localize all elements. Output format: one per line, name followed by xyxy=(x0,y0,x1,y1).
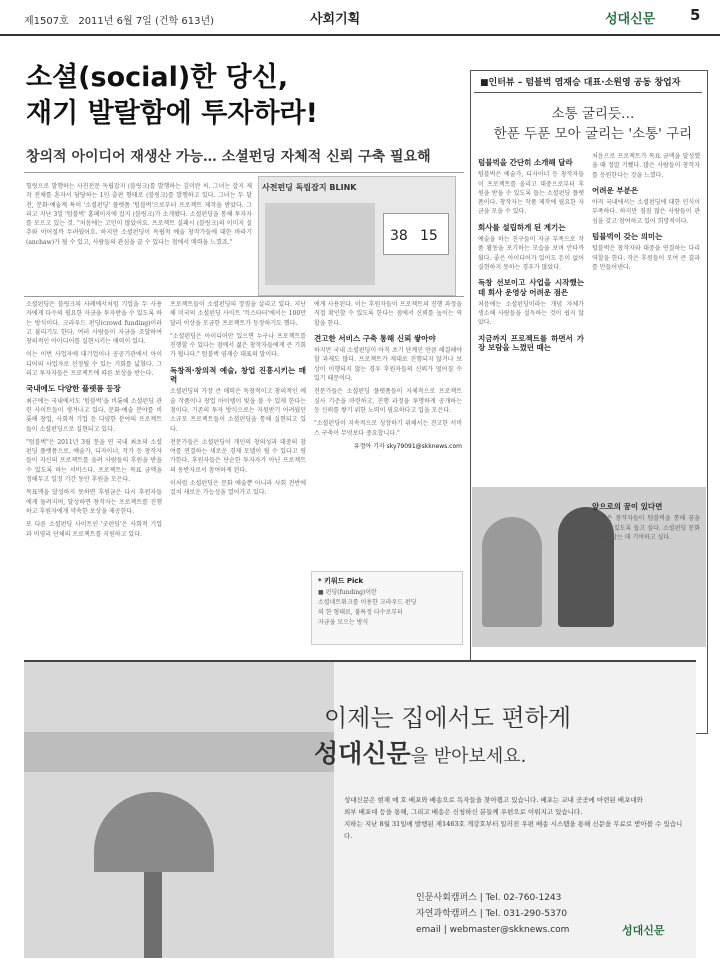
ad-body: 성대신문은 현재 매 호 배포와 배송으로 독자들을 찾아뵙고 있습니다. 배포는 교내 곳곳에 마련된 배포대와 외부 배포대 등을 통해, 그리고 배송은 신청하신 분들께 우편으로 이뤄지고 있습니다. 지하는 지난 8월 31일에 발행된 제1463호 개강호부터 일러진 우편 배송 시스템을 통해 신문을 무료로 받아볼 수 있습니다. xyxy=(344,796,683,840)
mailbox-farm-image xyxy=(24,662,334,958)
info-box-body: ■ 펀딩(funding)이란 소셜네트워크를 이용한 크라우드 펀딩 의 한 형태로, 불특정 다수로부터 자금을 모으는 방식 xyxy=(318,589,417,626)
person-silhouette xyxy=(482,517,542,627)
article-column-1: 소셜펀딩은 블링크의 사례에서처럼 기업을 두 사용자에게 다수의 필요한 자금을 투자받을 수 있도록 하는 방식이다. 크라우드 펀딩(crowd funding)이라고 불리기도 한다. 여러 사람들이 자금을 조달하여 창의적인 아이디어를 실현시키는 매력이 있다. 이는 이번 사업자에 대기업이나 공공기관에서 아이디어의 사업자로 선정될 수 있는 기회를 넓혔다. 그리고 투자자들은 프로젝트에 따른 보상을 받는다. 국내에도 다양한 플랫폼 등장 최근에는 국내에서도 '텀블벅'을 비롯해 소셜펀딩 관련 사이트들이 생겨나고 있다. 문화·예술 분야를 비롯해 창업, 사회적 기업 등 다양한 분야의 프로젝트들이 소셜펀딩으로 실현되고 있다. "텀블벅"은 2011년 3월 문을 연 국내 최초의 소셜펀딩 플랫폼으로, 예술가, 디자이너, 작가 등 창작자들이 자신의 프로젝트를 올려 사람들의 후원을 받을 수 있도록 하는 서비스다. 프로젝트는 목표 금액을 정해두고 일정 기간 동안 후원을 모은다. 목표액을 달성하지 못하면 후원금은 다시 후원자들에게 돌려지며, 달성하면 창작자는 프로젝트를 진행하고 후원자에게 약속한 보상을 제공한다. 또 다른 소셜펀딩 사이트인 '굿펀딩'은 사회적 기업과 비영리 단체의 프로젝트를 지원하고 있다. xyxy=(26,301,162,538)
subtitle: 창의적 아이디어 재생산 가능… 소셜펀딩 자체적 신뢰 구축 필요해 xyxy=(26,149,431,165)
site-title: 사전펀딩 독립잡지 BLINK xyxy=(262,183,357,192)
website-screenshot-image xyxy=(258,176,456,296)
interview-column-1: 텀블벅을 간단히 소개해 달라 텀블벅은 예술가, 디자이너 등 창작자들이 프로젝트를 올리고 대중으로부터 후원을 받을 수 있도록 돕는 소셜펀딩 플랫폼이다. 창작자는 작품 제작에 필요한 자금을 모을 수 있다. 회사를 설립하게 된 계기는 예술을 하는 친구들이 자금 부족으로 작품 활동을 포기하는 모습을 보며 안타까웠다. 좋은 아이디어가 있어도 돈이 없어 실현하지 못하는 경우가 많았다. 독창 선보이고 사업을 시작했는데 회사 운영상 어려운 점은 처음에는 소셜펀딩이라는 개념 자체가 생소해 사람들을 설득하는 것이 쉽지 않았다. 지금까지 프로젝트를 하면서 가장 보람을 느꼈던 때는 xyxy=(478,158,584,353)
interview-headline: 소통 굴리듯… 한푼 두푼 모아 굴리는 '소통' 구리 xyxy=(493,106,693,142)
issue-info: 제1507호 2011년 6월 7일 (건학 613년) xyxy=(24,16,215,27)
subscription-ad xyxy=(24,660,696,958)
article-column-3: 에게 사용된다. 이는 후원자들이 프로젝트의 진행 과정을 직접 확인할 수 있도록 한다는 점에서 신뢰를 높이는 역할을 한다. 견고한 서비스 구축 통해 신뢰 쌓아야 하지만 국내 소셜펀딩이 아직 초기 단계인 만큼 해결해야 할 과제도 많다. 프로젝트가 제대로 진행되지 않거나 보상이 이행되지 않는 경우 후원자들의 신뢰가 떨어질 수 있기 때문이다. 전문가들은 소셜펀딩 플랫폼들이 자체적으로 프로젝트 심사 기준을 마련하고, 진행 과정을 투명하게 공개하는 등 신뢰를 쌓기 위한 노력이 필요하다고 입을 모은다. "소셜펀딩이 지속적으로 성장하기 위해서는 견고한 서비스 구축이 무엇보다 중요합니다." 유정아 기자 sky79091@skknews.com xyxy=(314,301,462,450)
article-column-2: 프로젝트들이 소셜펀딩의 장점을 살리고 있다. 지난해 미국의 소셜펀딩 사이트 '킥스타터'에서는 100만 달러 이상을 모금한 프로젝트가 등장하기도 했다. "소셜펀딩은 아이디어만 있으면 누구나 프로젝트를 진행할 수 있다는 점에서 젊은 창작자들에게 큰 기회가 됩니다." 텀블벅 염재승 대표의 말이다. 독창적·창의적 예술, 창업 진흥시키는 매력 소셜펀딩의 가장 큰 매력은 독창적이고 창의적인 예술 작품이나 창업 아이템이 빛을 볼 수 있게 한다는 점이다. 기존의 투자 방식으로는 지원받기 어려웠던 소규모 프로젝트들이 소셜펀딩을 통해 실현되고 있다. 전문가들은 소셜펀딩이 개인의 창의성과 대중의 참여를 연결하는 새로운 경제 모델이 될 수 있다고 평가한다. 후원자들은 단순한 투자자가 아닌 프로젝트의 동반자로서 참여하게 된다. 이처럼 소셜펀딩은 문화 예술뿐 아니라 사회 전반에 걸쳐 새로운 가능성을 열어가고 있다. xyxy=(170,301,306,497)
interview-question: 텀블벅이 갖는 의미는 xyxy=(592,232,663,242)
tree-line xyxy=(24,732,334,772)
interview-question: 지금까지 프로젝트를 하면서 가장 보람을 느꼈던 때는 xyxy=(478,333,584,353)
interview-question: 앞으로의 꿈이 있다면 xyxy=(592,502,663,511)
section-title: 사회기획 xyxy=(310,12,361,27)
interview-column-2: 처음으로 프로젝트가 목표 금액을 달성했을 때 정말 기뻤다. 많은 사람들이 창작자를 응원한다는 것을 느꼈다. 어려운 부분은 아직 국내에서는 소셜펀딩에 대한 인식이 부족하다. 하지만 점점 많은 사람들이 관심을 갖고 참여하고 있어 희망적이다. 텀블벅이 갖는 의미는 텀블벅은 창작자와 대중을 연결하는 다리 역할을 한다. 작은 후원들이 모여 큰 결과를 만들어낸다. xyxy=(592,153,700,271)
interview-question: 독창 선보이고 사업을 시작했는데 회사 운영상 어려운 점은 xyxy=(478,278,584,297)
section-heading-1: 국내에도 다양한 플랫폼 등장 xyxy=(26,384,121,394)
page-header xyxy=(0,0,720,36)
mailbox-post xyxy=(144,872,162,958)
brand-logo: 성대신문 xyxy=(605,12,656,27)
byline: 유정아 기자 sky79091@skknews.com xyxy=(353,442,462,450)
site-stats-panel xyxy=(383,213,449,255)
headline: 소셜(social)한 당신, 재기 발랄함에 투자하라! xyxy=(26,62,318,129)
divider xyxy=(474,92,702,93)
ad-headline-2: 성대신문을 받아보세요. xyxy=(314,739,527,768)
interview-question: 회사를 설립하게 된 계기는 xyxy=(478,222,566,232)
keyword-info-box xyxy=(311,571,463,645)
ad-headline-1: 이제는 집에서도 편하게 xyxy=(324,704,572,732)
interview-question: 어려운 부분은 xyxy=(592,185,639,195)
stat-amount: 38 xyxy=(390,228,408,244)
interview-column-3: 앞으로의 꿈이 있다면 더 많은 창작자들이 텀블벅을 통해 꿈을 이룰 수 있도록 돕고 싶다. 소셜펀딩 문화가 자리잡는 데 기여하고 싶다. xyxy=(592,502,700,541)
section-heading-2: 독창적·창의적 예술, 창업 진흥시키는 매력 xyxy=(170,365,306,385)
interview-title: ■인터뷰 – 텀블벅 염재승 대표·소원영 공동 창업자 xyxy=(480,78,681,88)
info-box-title: * 키워드 Pick xyxy=(318,577,364,585)
divider xyxy=(24,172,464,173)
mailbox xyxy=(94,792,214,872)
stat-days: 15 xyxy=(420,228,438,244)
ad-brand-logo: 성대신문 xyxy=(622,924,665,937)
interview-question: 텀블벅을 간단히 소개해 달라 xyxy=(478,158,573,167)
section-heading-3: 견고한 서비스 구축 통해 신뢰 쌓아야 xyxy=(314,333,436,343)
lead-paragraph: 힐링으로 발행하는 사진전문 독립잡지 ⟨블링크⟩를 발행하는 김미란 씨. 그녀는 잡지 제작 전체를 혼자서 담당하는 1인 출판 형태로 ⟨블링크⟩를 발행하고 있다. 그녀는 두 달 전, 문화·예술계 특히 '소셜펀딩' 플랫폼 '텀블벅'으로부터 프로젝트 제작을 받았다. 그리고 지난 3일 '텀블벅' 홈페이지에 잡지 ⟨블링크⟩가 소개됐다. 소셜펀딩을 통해 투자자를 모으고 있는 것. "처음에는 고민이 많았어요. 프로젝트 실패시 ⟨블링크⟩의 이미지 실추와 이어질까 두려웠어요. 하지만 소셜펀딩이 독립적 예술 창작가들에 대한 바라기(anchaw)가 될 수 있고, 사람들의 관심을 끌 수 있다는 점에서 매력을 느꼈죠." xyxy=(26,183,252,246)
site-photo xyxy=(265,203,375,285)
ad-contacts: 인문사회캠퍼스 | Tel. 02-760-1243 자연과학캠퍼스 | Tel. 031-290-5370 email | webmaster@skknews.com xyxy=(416,893,570,935)
divider xyxy=(24,296,464,297)
page-number: 5 xyxy=(690,6,701,24)
